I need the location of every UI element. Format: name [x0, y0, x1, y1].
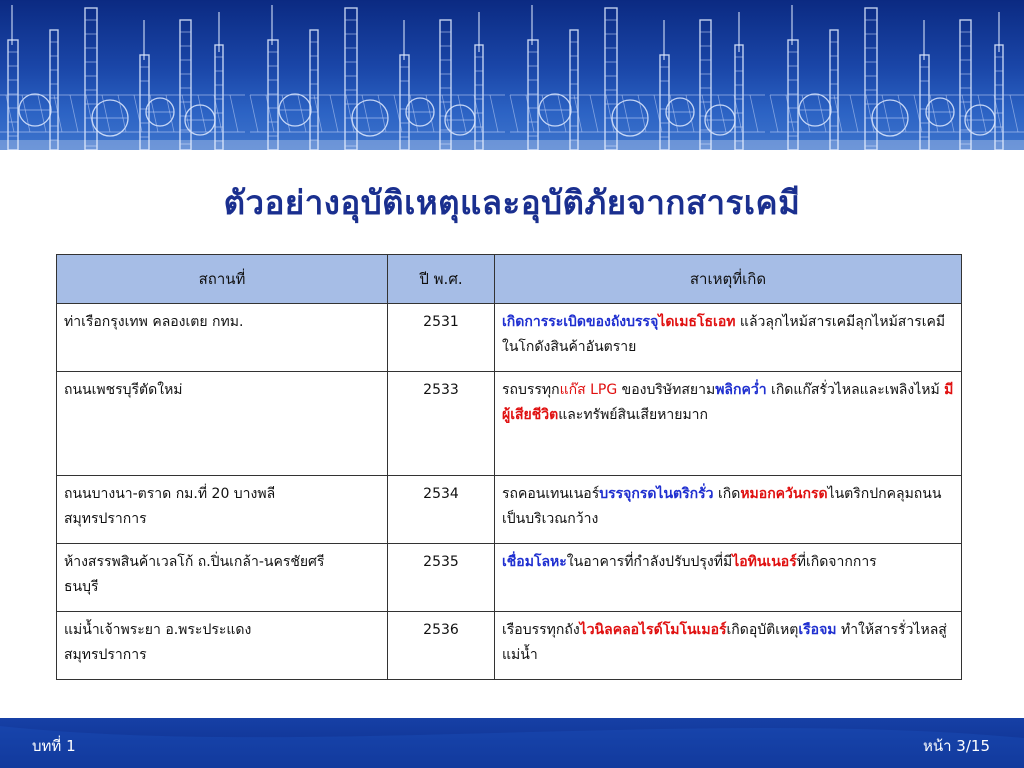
cell-place — [57, 476, 388, 544]
table-row — [57, 476, 962, 544]
cell-cause — [495, 544, 962, 612]
table-row — [57, 612, 962, 680]
cell-year: 2535 — [388, 544, 495, 612]
highlighted-text: แก๊ส LPG — [559, 382, 618, 398]
cause-text: ในอาคารที่กำลังปรับปรุงที่มี — [566, 554, 733, 570]
refinery-skyline-icon — [0, 0, 1024, 150]
cause-text: ทำให้สารรั่วไหลสู่แม่น้ำ — [502, 622, 947, 663]
highlighted-text: มีผู้เสียชีวิต — [502, 382, 954, 423]
incident-table — [56, 254, 962, 680]
cause-text: เกิด — [713, 486, 741, 502]
cell-cause — [495, 372, 962, 476]
place-line: สมุทรปราการ — [64, 511, 147, 527]
highlighted-text: เรือจม — [798, 622, 837, 638]
place-line: แม่น้ำเจ้าพระยา อ.พระประแดง — [64, 622, 252, 638]
header-place: สถานที่ — [57, 255, 388, 304]
cell-cause — [495, 612, 962, 680]
cause-text: เกิดแก๊สรั่วไหลและเพลิงไหม้ — [766, 382, 945, 398]
cell-cause — [495, 476, 962, 544]
chapter-label: บทที่ 1 — [32, 737, 76, 755]
highlighted-text: ไอทินเนอร์ — [732, 554, 797, 570]
page-number: หน้า 3/15 — [922, 737, 990, 755]
table-row — [57, 304, 962, 372]
footer-bar — [0, 718, 1024, 768]
cell-cause — [495, 304, 962, 372]
cell-year: 2531 — [388, 304, 495, 372]
header-cause: สาเหตุที่เกิด — [495, 255, 962, 304]
cell-place — [57, 304, 388, 372]
place-line: ถนนเพชรบุรีตัดใหม่ — [64, 382, 183, 398]
slide-title: ตัวอย่างอุบัติเหตุและอุบัติภัยจากสารเคมี — [223, 183, 801, 222]
header-year: ปี พ.ศ. — [388, 255, 495, 304]
cell-year: 2533 — [388, 372, 495, 476]
place-line: ห้างสรรพสินค้าเวลโก้ ถ.ปิ่นเกล้า-นครชัยศรี — [64, 554, 325, 570]
highlighted-text: บรรจุกรดไนตริกรั่ว — [599, 486, 714, 502]
place-line: ท่าเรือกรุงเทพ คลองเตย กทม. — [64, 314, 244, 330]
cause-text: เกิดอุบัติเหตุ — [726, 622, 799, 638]
cell-year: 2536 — [388, 612, 495, 680]
place-line: ธนบุรี — [64, 579, 99, 595]
place-line: ถนนบางนา-ตราด กม.ที่ 20 บางพลี — [64, 486, 276, 502]
highlighted-text: ไวนิลคลอไรด์โมโนเมอร์ — [579, 622, 727, 638]
cause-text: รถบรรทุก — [502, 382, 560, 398]
cause-text: รถคอนเทนเนอร์ — [502, 486, 600, 502]
highlighted-text: เกิดการระเบิดของถังบรรจุ — [502, 314, 659, 330]
cause-text: แล้วลุกไหม้สารเคมีลุกไหม้สารเคมีในโกดังสินค้าอันตราย — [502, 314, 946, 355]
cause-text: ที่เกิดจากการ — [796, 554, 877, 570]
cause-text: เรือบรรทุกถัง — [502, 622, 580, 638]
refinery-skyline-banner — [0, 0, 1024, 150]
place-line: สมุทรปราการ — [64, 647, 147, 663]
table-row — [57, 372, 962, 476]
cell-place — [57, 544, 388, 612]
highlighted-text: เชื่อมโลหะ — [502, 554, 567, 570]
highlighted-text: พลิกคว่ำ — [715, 382, 767, 398]
cell-place — [57, 612, 388, 680]
footer-wave-decoration — [0, 718, 1024, 768]
highlighted-text: ไดเมธโธเอท — [658, 314, 736, 330]
cell-place — [57, 372, 388, 476]
highlighted-text: หมอกควันกรด — [740, 486, 828, 502]
cause-text: ไนตริกปกคลุมถนนเป็นบริเวณกว้าง — [502, 486, 942, 527]
cell-year: 2534 — [388, 476, 495, 544]
cause-text: ของบริษัทสยาม — [617, 382, 716, 398]
table-header-row — [57, 255, 962, 304]
cause-text: และทรัพย์สินเสียหายมาก — [558, 407, 709, 423]
table-row — [57, 544, 962, 612]
